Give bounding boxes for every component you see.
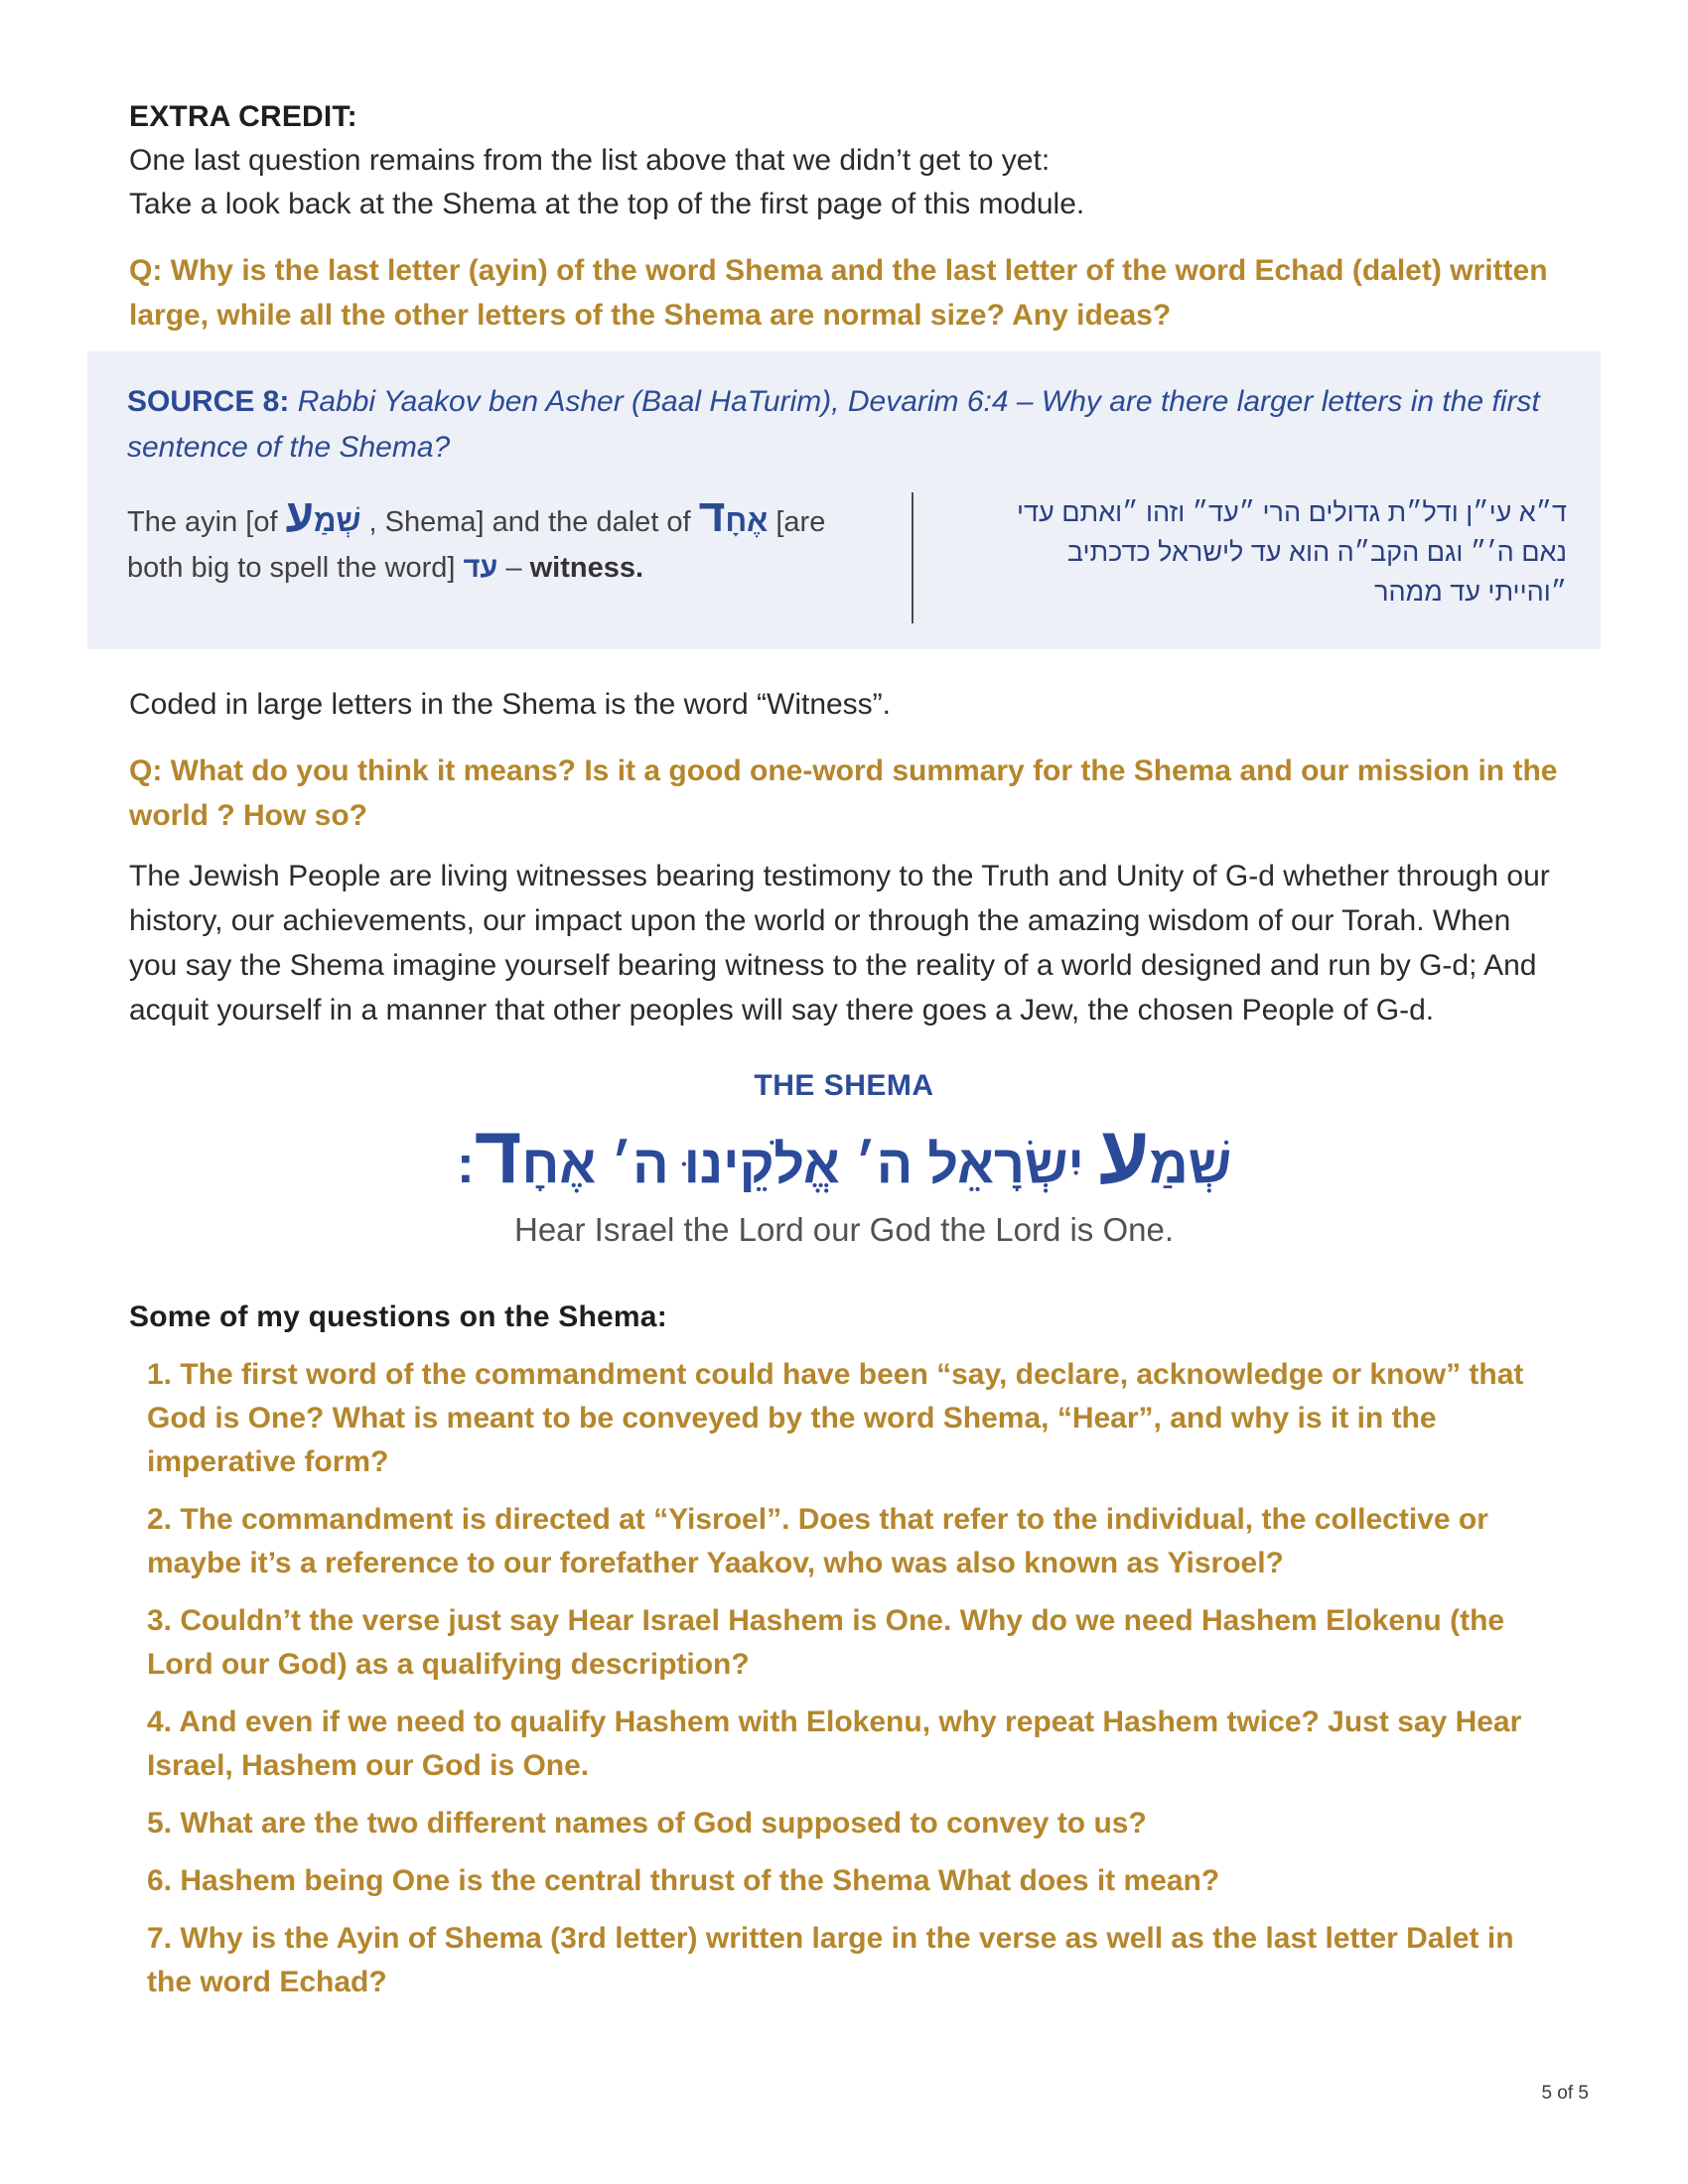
my-questions-heading: Some of my questions on the Shema:: [129, 1300, 667, 1333]
english-seg-3: [are both big to spell the word]: [127, 506, 826, 584]
hebrew-line: ״והייתי עד ממהר: [1374, 577, 1567, 607]
source-box: [87, 351, 1601, 649]
questions-list: [129, 1353, 1559, 2004]
page-number: 5 of 5: [1541, 2083, 1589, 2104]
english-seg-2: , Shema] and the dalet of: [360, 506, 699, 538]
hebrew-line: ד״א עי״ן ודל״ת גדולים הרי ״עד״ וזהו ״ואתם עדי: [1017, 497, 1567, 527]
verse-large-dalet: ד: [474, 1110, 522, 1200]
column-divider: [912, 492, 914, 623]
question-large-letters: Q: Why is the last letter (ayin) of the word Shema and the last letter of the word Echad (dalet) written large, while all the other letters of the Shema are normal size? Any ideas?: [129, 254, 1548, 332]
witness-paragraph: The Jewish People are living witnesses bearing testimony to the Truth and Unity of G-d whether through our history, our achievements, our impact upon the world or through the amazing wisdom of our Torah. When you say the Shema imagine yourself bearing witness to the reality of a world designed and run by G-d; And acquit yourself in a manner that other peoples will say there goes a Jew, the chosen People of G-d.: [129, 860, 1550, 1026]
question-item-6: 6. Hashem being One is the central thrust of the Shema What does it mean?: [147, 1864, 1220, 1897]
hebrew-word-echad: אֶחָד: [698, 489, 769, 541]
question-witness-meaning: Q: What do you think it means? Is it a good one-word summary for the Shema and our mission in the world ? How so?: [129, 754, 1558, 832]
witness-label: witness.: [529, 552, 644, 584]
verse-part-2: יִשְׂרָאֵל ה׳ אֱלֹקֵינוּ ה׳ אֶחָ: [521, 1135, 1099, 1194]
question-item-4: 4. And even if we need to qualify Hashem with Elokenu, why repeat Hashem twice? Just say Hear Israel, Hashem our God is One.: [147, 1706, 1522, 1782]
source-heading: [127, 379, 1567, 471]
large-dalet: ד: [698, 489, 726, 541]
coded-witness-line: Coded in large letters in the Shema is the word “Witness”.: [129, 688, 892, 721]
source-english-text: [127, 489, 912, 623]
shema-translation: Hear Israel the Lord our God the Lord is One.: [513, 1211, 1175, 1248]
hebrew-word-shema: שְׁמַע: [285, 489, 361, 541]
english-seg-4: –: [497, 552, 530, 584]
question-item-2: 2. The commandment is directed at “Yisroel”. Does that refer to the individual, the collective or maybe it’s a reference to our forefather Yaakov, who was also known as Yisroel?: [147, 1503, 1488, 1579]
question-item-3: 3. Couldn’t the verse just say Hear Israel Hashem is One. Why do we need Hashem Elokenu (the Lord our God) as a qualifying description?: [147, 1604, 1505, 1681]
shema-section-heading: THE SHEMA: [754, 1069, 934, 1102]
question-item-5: 5. What are the two different names of God supposed to convey to us?: [147, 1807, 1147, 1840]
hebrew-line: נאם ה׳״ וגם הקב״ה הוא עד לישראל כדכתיב: [1066, 537, 1567, 567]
question-item-1: 1. The first word of the commandment could have been “say, declare, acknowledge or know” that God is One? What is meant to be conveyed by the word Shema, “Hear”, and why is it in the imperative form?: [147, 1358, 1524, 1478]
verse-end-mark: :: [456, 1135, 475, 1194]
verse-part-1: שְׁמַ: [1149, 1135, 1232, 1194]
source-citation: Rabbi Yaakov ben Asher (Baal HaTurim), Devarim 6:4 – Why are there larger letters in the first sentence of the Shema?: [127, 385, 1540, 464]
source-hebrew-text: [933, 492, 1567, 623]
english-seg-1: The ayin [of: [127, 506, 286, 538]
shema-verse: [129, 1110, 1559, 1210]
verse-large-ayin: ע: [1098, 1110, 1150, 1200]
intro-line-1: One last question remains from the list above that we didn’t get to yet:: [129, 144, 1051, 177]
large-ayin: ע: [285, 489, 315, 541]
source-label: SOURCE 8:: [127, 385, 290, 418]
extra-credit-heading: EXTRA CREDIT:: [129, 100, 357, 133]
intro-line-2: Take a look back at the Shema at the top of the first page of this module.: [129, 188, 1085, 220]
source-columns: [127, 489, 1567, 623]
hebrew-word-ed: עד: [463, 552, 498, 584]
question-item-7: 7. Why is the Ayin of Shema (3rd letter) written large in the verse as well as the last letter Dalet in the word Echad?: [147, 1922, 1514, 1998]
